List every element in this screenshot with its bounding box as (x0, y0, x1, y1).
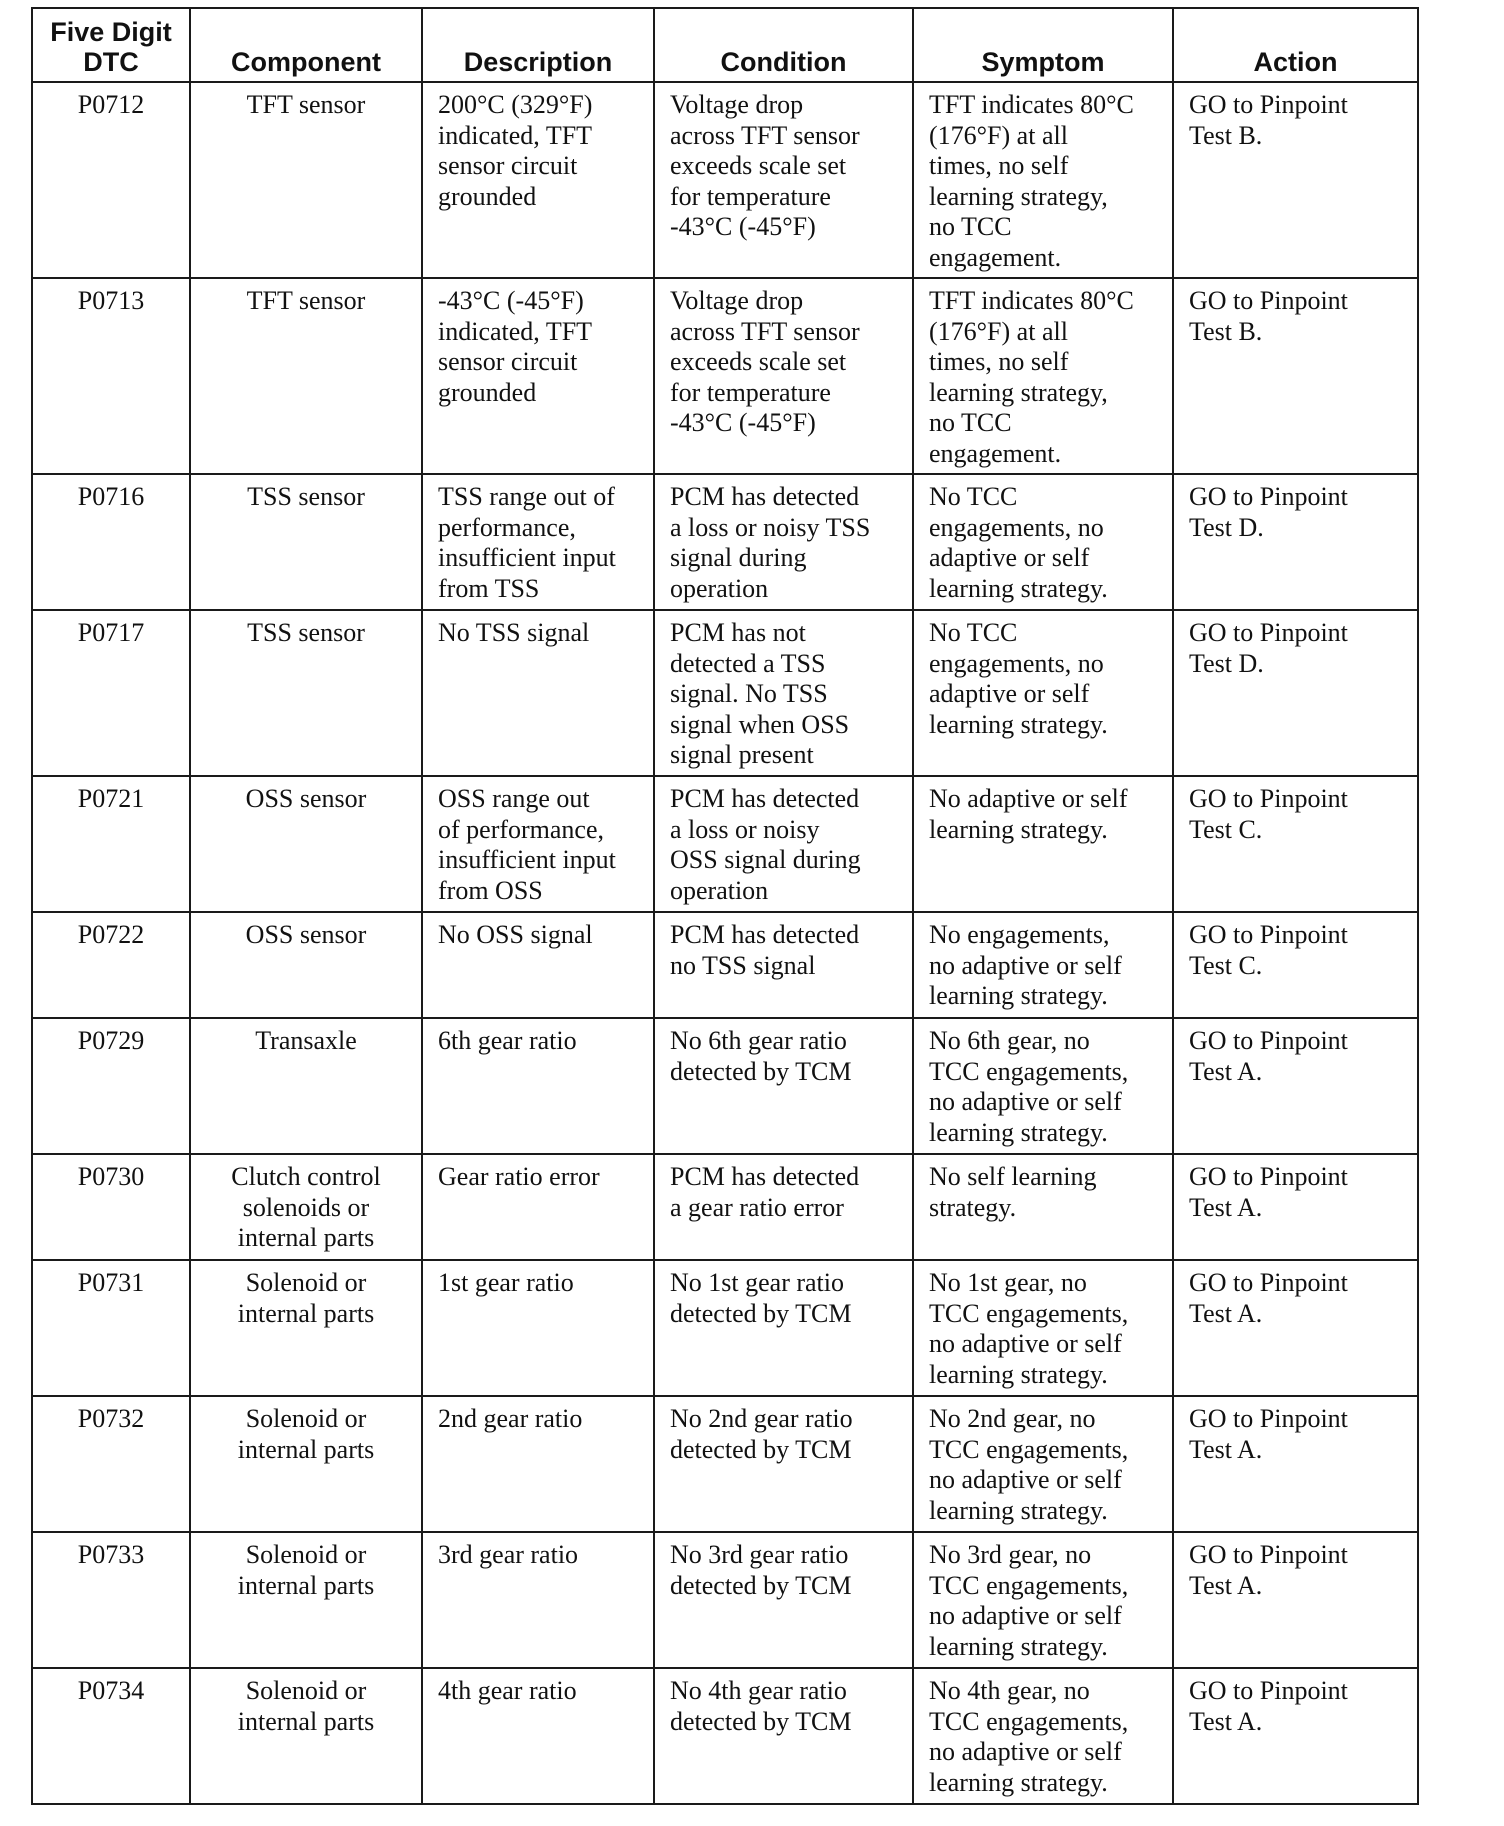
description-cell: OSS range out of performance, insufficient input from OSS (422, 776, 654, 912)
table-header (32, 8, 1418, 82)
dtc-cell: P0712 (32, 82, 190, 278)
action-cell: GO to Pinpoint Test A. (1173, 1532, 1418, 1668)
component-cell: TFT sensor (190, 82, 422, 278)
description-cell: -43°C (-45°F) indicated, TFT sensor circuit grounded (422, 278, 654, 474)
component-cell: OSS sensor (190, 912, 422, 1018)
column-header-description: Description (422, 8, 654, 82)
description-cell: 2nd gear ratio (422, 1396, 654, 1532)
description-cell: 6th gear ratio (422, 1018, 654, 1154)
symptom-cell: No 1st gear, no TCC engagements, no adaptive or self learning strategy. (913, 1260, 1173, 1396)
symptom-cell: No TCC engagements, no adaptive or self learning strategy. (913, 610, 1173, 776)
component-cell: TSS sensor (190, 610, 422, 776)
table-row (32, 1154, 1418, 1260)
condition-cell: No 2nd gear ratio detected by TCM (654, 1396, 913, 1532)
column-header-symptom: Symptom (913, 8, 1173, 82)
component-cell: OSS sensor (190, 776, 422, 912)
action-cell: GO to Pinpoint Test A. (1173, 1396, 1418, 1532)
table-row (32, 82, 1418, 278)
column-header-dtc: Five Digit DTC (32, 8, 190, 82)
table-row (32, 610, 1418, 776)
condition-cell: No 1st gear ratio detected by TCM (654, 1260, 913, 1396)
description-cell: Gear ratio error (422, 1154, 654, 1260)
description-cell: 3rd gear ratio (422, 1532, 654, 1668)
table-row (32, 278, 1418, 474)
condition-cell: PCM has detected no TSS signal (654, 912, 913, 1018)
dtc-cell: P0734 (32, 1668, 190, 1804)
description-cell: 200°C (329°F) indicated, TFT sensor circuit grounded (422, 82, 654, 278)
condition-cell: No 6th gear ratio detected by TCM (654, 1018, 913, 1154)
column-header-condition: Condition (654, 8, 913, 82)
dtc-cell: P0713 (32, 278, 190, 474)
description-cell: 1st gear ratio (422, 1260, 654, 1396)
dtc-cell: P0721 (32, 776, 190, 912)
dtc-cell: P0722 (32, 912, 190, 1018)
table-row (32, 1260, 1418, 1396)
condition-cell: PCM has detected a loss or noisy TSS signal during operation (654, 474, 913, 610)
symptom-cell: No TCC engagements, no adaptive or self learning strategy. (913, 474, 1173, 610)
symptom-cell: No adaptive or self learning strategy. (913, 776, 1173, 912)
component-cell: Solenoid or internal parts (190, 1396, 422, 1532)
component-cell: Solenoid or internal parts (190, 1260, 422, 1396)
dtc-cell: P0730 (32, 1154, 190, 1260)
table-row (32, 1668, 1418, 1804)
symptom-cell: TFT indicates 80°C (176°F) at all times, no self learning strategy, no TCC engagement. (913, 278, 1173, 474)
header-row (32, 8, 1418, 82)
action-cell: GO to Pinpoint Test A. (1173, 1260, 1418, 1396)
component-cell: Solenoid or internal parts (190, 1532, 422, 1668)
symptom-cell: No 6th gear, no TCC engagements, no adaptive or self learning strategy. (913, 1018, 1173, 1154)
action-cell: GO to Pinpoint Test D. (1173, 474, 1418, 610)
table-row (32, 474, 1418, 610)
condition-cell: PCM has detected a loss or noisy OSS signal during operation (654, 776, 913, 912)
action-cell: GO to Pinpoint Test B. (1173, 82, 1418, 278)
component-cell: Clutch control solenoids or internal parts (190, 1154, 422, 1260)
symptom-cell: No 4th gear, no TCC engagements, no adaptive or self learning strategy. (913, 1668, 1173, 1804)
action-cell: GO to Pinpoint Test C. (1173, 912, 1418, 1018)
dtc-cell: P0732 (32, 1396, 190, 1532)
description-cell: No OSS signal (422, 912, 654, 1018)
condition-cell: Voltage drop across TFT sensor exceeds scale set for temperature -43°C (-45°F) (654, 278, 913, 474)
symptom-cell: No self learning strategy. (913, 1154, 1173, 1260)
condition-cell: Voltage drop across TFT sensor exceeds scale set for temperature -43°C (-45°F) (654, 82, 913, 278)
symptom-cell: No 2nd gear, no TCC engagements, no adaptive or self learning strategy. (913, 1396, 1173, 1532)
condition-cell: No 4th gear ratio detected by TCM (654, 1668, 913, 1804)
component-cell: Solenoid or internal parts (190, 1668, 422, 1804)
table-row (32, 1396, 1418, 1532)
action-cell: GO to Pinpoint Test A. (1173, 1018, 1418, 1154)
action-cell: GO to Pinpoint Test C. (1173, 776, 1418, 912)
action-cell: GO to Pinpoint Test A. (1173, 1154, 1418, 1260)
condition-cell: PCM has not detected a TSS signal. No TSS signal when OSS signal present (654, 610, 913, 776)
dtc-table (31, 7, 1419, 1805)
table-row (32, 912, 1418, 1018)
component-cell: Transaxle (190, 1018, 422, 1154)
condition-cell: No 3rd gear ratio detected by TCM (654, 1532, 913, 1668)
action-cell: GO to Pinpoint Test D. (1173, 610, 1418, 776)
column-header-action: Action (1173, 8, 1418, 82)
action-cell: GO to Pinpoint Test B. (1173, 278, 1418, 474)
action-cell: GO to Pinpoint Test A. (1173, 1668, 1418, 1804)
condition-cell: PCM has detected a gear ratio error (654, 1154, 913, 1260)
symptom-cell: No 3rd gear, no TCC engagements, no adaptive or self learning strategy. (913, 1532, 1173, 1668)
table-row (32, 1532, 1418, 1668)
table-row (32, 776, 1418, 912)
dtc-cell: P0731 (32, 1260, 190, 1396)
column-header-component: Component (190, 8, 422, 82)
symptom-cell: TFT indicates 80°C (176°F) at all times, no self learning strategy, no TCC engagement. (913, 82, 1173, 278)
symptom-cell: No engagements, no adaptive or self learning strategy. (913, 912, 1173, 1018)
dtc-cell: P0733 (32, 1532, 190, 1668)
dtc-cell: P0716 (32, 474, 190, 610)
description-cell: No TSS signal (422, 610, 654, 776)
component-cell: TSS sensor (190, 474, 422, 610)
table-row (32, 1018, 1418, 1154)
dtc-cell: P0717 (32, 610, 190, 776)
table-body (32, 82, 1418, 1804)
dtc-cell: P0729 (32, 1018, 190, 1154)
component-cell: TFT sensor (190, 278, 422, 474)
description-cell: TSS range out of performance, insufficient input from TSS (422, 474, 654, 610)
description-cell: 4th gear ratio (422, 1668, 654, 1804)
